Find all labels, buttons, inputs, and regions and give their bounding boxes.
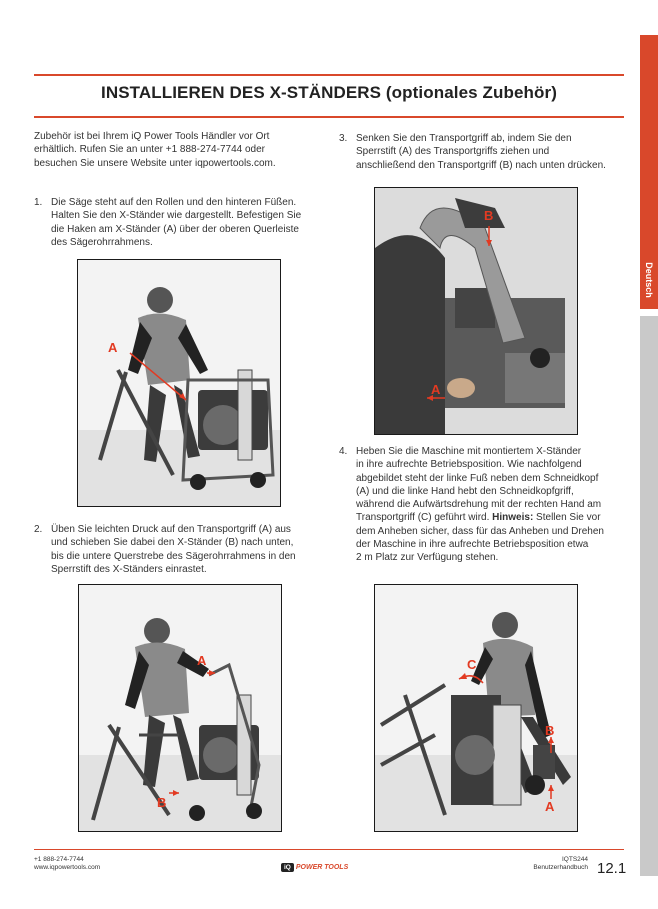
step-2-photo — [78, 584, 282, 832]
step-4-text: 4. Heben Sie die Maschine mit montiertem X-Ständer in ihre aufrechte Betriebsposition. Wie nachfolgend abgebildet steht der linke Fuß neben dem Schneidkopf (A) und die linke Hand hebt den Schneidkopfgriff, während die Aufwärtsdrehung mit der rechten Hand am Transportgriff (C) geführt wird. Hinweis: Stellen Sie vor dem Anheben sicher, dass für das Anheben und Drehen der Maschine in ihre aufrechte Betriebsposition etwa 2 m Platz zur Verfügung stehen. — [339, 446, 604, 564]
step-1-text: 1. Die Säge steht auf den Rollen und den hinteren Füßen. Halten Sie den X-Ständer wie dargestellt. Befestigen Sie die Haken am X-Ständer (A) über der oberen Querleiste des Sägerohrrahmens. — [34, 197, 302, 248]
step-4-label-b: B — [545, 723, 555, 738]
step-3-label-a: A — [431, 382, 441, 397]
step-4-label-a: A — [545, 799, 555, 814]
step-2-text: 2. Üben Sie leichten Druck auf den Transportgriff (A) aus und schieben Sie dabei den X-Ständer (B) nach unten, bis die untere Querstrebe des Sägerohrrahmens in den Sperrstift des X-Ständers einrastet. — [34, 524, 296, 575]
footer-manual-info: IQTS244 Benutzerhandbuch — [533, 856, 588, 871]
header-rule-top — [34, 74, 624, 76]
step-3-photo — [374, 187, 578, 435]
page-title: INSTALLIEREN DES X-STÄNDERS (optionales Zubehör) — [101, 83, 557, 102]
note-label: Hinweis: — [492, 512, 534, 524]
footer-website[interactable]: www.iqpowertools.com — [34, 864, 101, 871]
step-2-label-b: B — [157, 795, 167, 810]
language-tab-label: Deutsch — [644, 262, 655, 298]
step-2-label-a: A — [197, 653, 207, 668]
step-3-text: 3. Senken Sie den Transportgriff ab, indem Sie den Sperrstift (A) des Transportgriffs ziehen und anschließend den Transportgriff (B) nach unten drücken. — [339, 133, 606, 171]
step-1-photo — [77, 259, 281, 507]
intro-text: Zubehör ist bei Ihrem iQ Power Tools Händler vor Ort erhältlich. Rufen Sie an unter +1 888-274-7744 oder besuchen Sie unsere Website unter iqpowertools.com. — [34, 131, 276, 169]
page-number: 12.1 — [597, 860, 627, 877]
footer-phone: +1 888-274-7744 — [34, 856, 84, 863]
step-1-label-a: A — [108, 340, 118, 355]
footer-contact — [34, 856, 100, 872]
step-4-label-c: C — [467, 657, 477, 672]
brand-logo: iQ POWER TOOLS — [281, 863, 348, 872]
footer-rule — [34, 849, 624, 850]
side-tab-grey — [640, 316, 658, 876]
header-rule-bottom — [34, 116, 624, 118]
step-3-label-b: B — [484, 208, 494, 223]
step-4-photo — [374, 584, 578, 832]
